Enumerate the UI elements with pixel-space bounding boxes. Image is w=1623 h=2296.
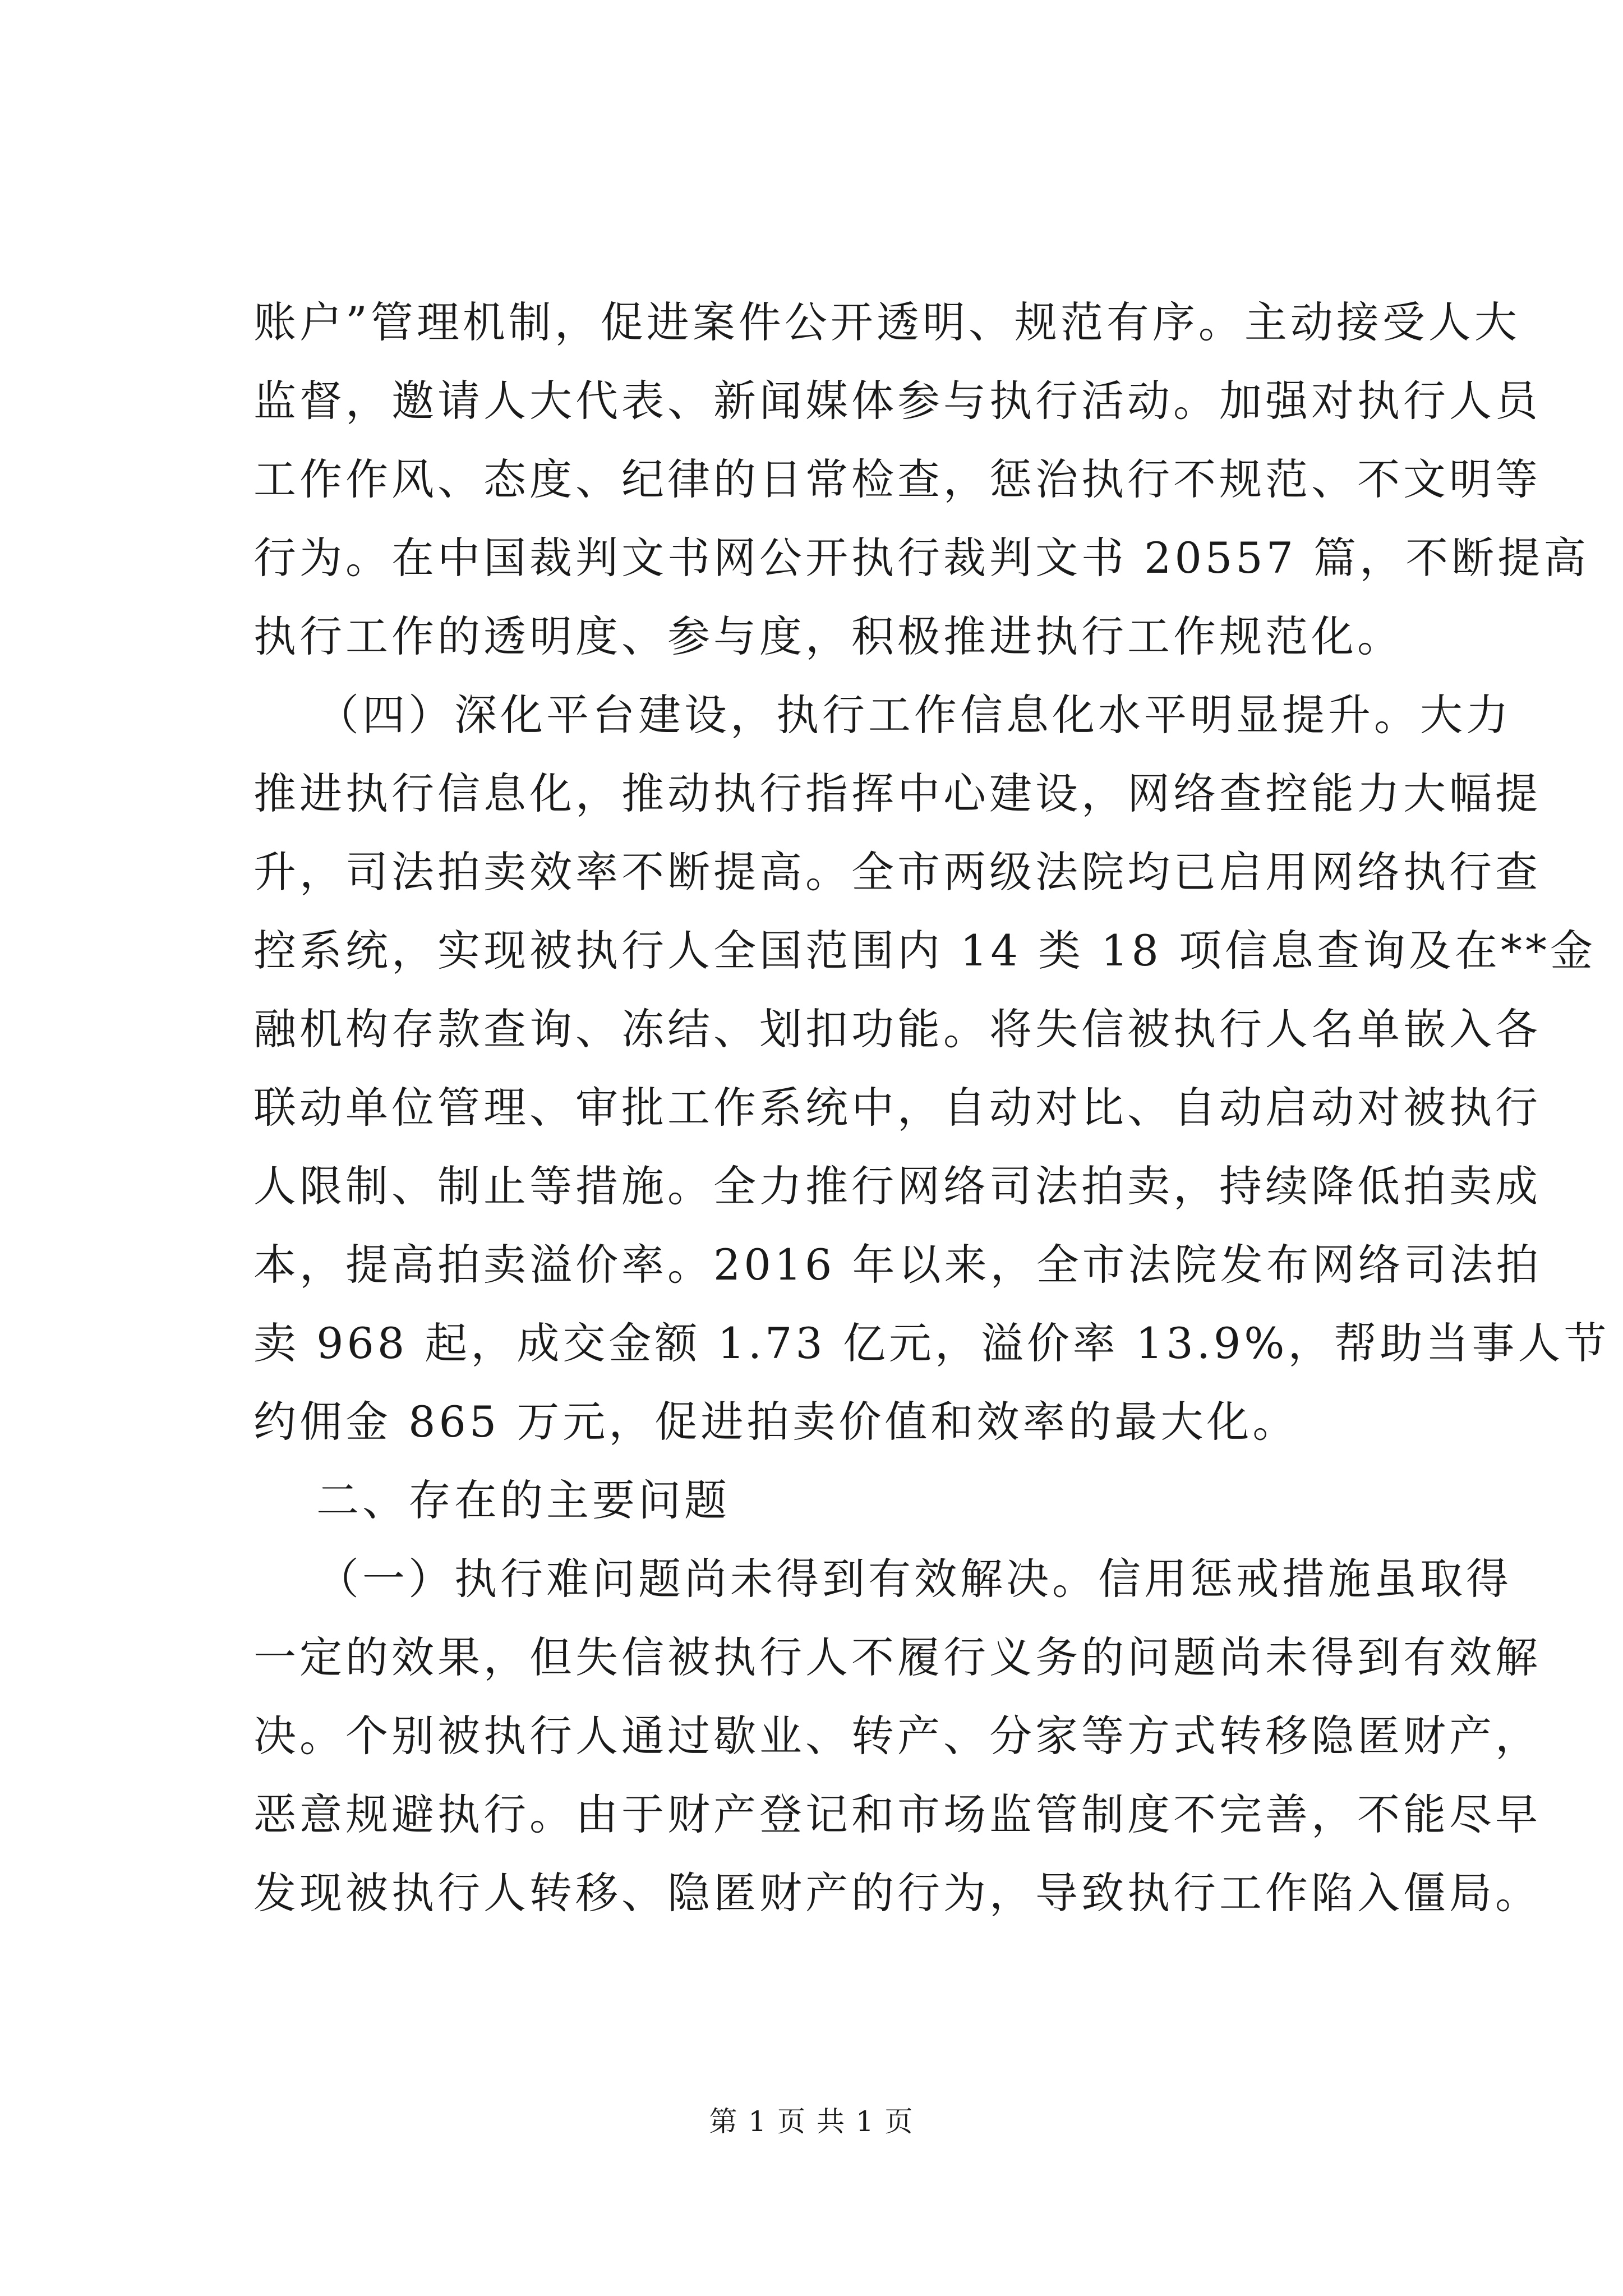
text-line: 行为。在中国裁判文书网公开执行裁判文书 20557 篇，不断提高	[253, 533, 1590, 583]
section-heading-four: （四）深化平台建设，执行工作信息化水平明显提升。大力	[316, 690, 1512, 740]
text-line: 推进执行信息化，推动执行指挥中心建设，网络查控能力大幅提	[253, 769, 1541, 818]
text-line: 卖 968 起，成交金额 1.73 亿元，溢价率 13.9%，帮助当事人节	[253, 1318, 1610, 1368]
text-line: 执行工作的透明度、参与度，积极推进执行工作规范化。	[253, 611, 1403, 661]
text-line: 人限制、制止等措施。全力推行网络司法拍卖，持续降低拍卖成	[253, 1161, 1541, 1211]
text-line: 本，提高拍卖溢价率。2016 年以来，全市法院发布网络司法拍	[253, 1240, 1542, 1290]
text-line: 监督，邀请人大代表、新闻媒体参与执行活动。加强对执行人员	[253, 376, 1541, 426]
text-line: 融机构存款查询、冻结、划扣功能。将失信被执行人名单嵌入各	[253, 1004, 1541, 1054]
page-number-footer: 第 1 页 共 1 页	[709, 2105, 914, 2138]
text-line: 联动单位管理、审批工作系统中，自动对比、自动启动对被执行	[253, 1083, 1541, 1133]
text-line: 一定的效果，但失信被执行人不履行义务的问题尚未得到有效解	[253, 1632, 1541, 1682]
text-line: 账户”管理机制，促进案件公开透明、规范有序。主动接受人大	[253, 297, 1520, 347]
text-line: 恶意规避执行。由于财产登记和市场监管制度不完善，不能尽早	[253, 1789, 1541, 1839]
section-heading-one: （一）执行难问题尚未得到有效解决。信用惩戒措施虽取得	[316, 1554, 1512, 1604]
text-line: 工作作风、态度、纪律的日常检查，惩治执行不规范、不文明等	[253, 454, 1541, 504]
text-line: 约佣金 865 万元，促进拍卖价值和效率的最大化。	[253, 1397, 1299, 1447]
text-line: 控系统，实现被执行人全国范围内 14 类 18 项信息查询及在**金	[253, 926, 1597, 976]
text-line: 升，司法拍卖效率不断提高。全市两级法院均已启用网络执行查	[253, 847, 1541, 897]
document-body	[253, 283, 1610, 1932]
section-title-problems: 二、存在的主要问题	[316, 1475, 730, 1525]
text-line: 发现被执行人转移、隐匿财产的行为，导致执行工作陷入僵局。	[253, 1868, 1541, 1918]
text-line: 决。个别被执行人通过歇业、转产、分家等方式转移隐匿财产，	[253, 1711, 1541, 1761]
